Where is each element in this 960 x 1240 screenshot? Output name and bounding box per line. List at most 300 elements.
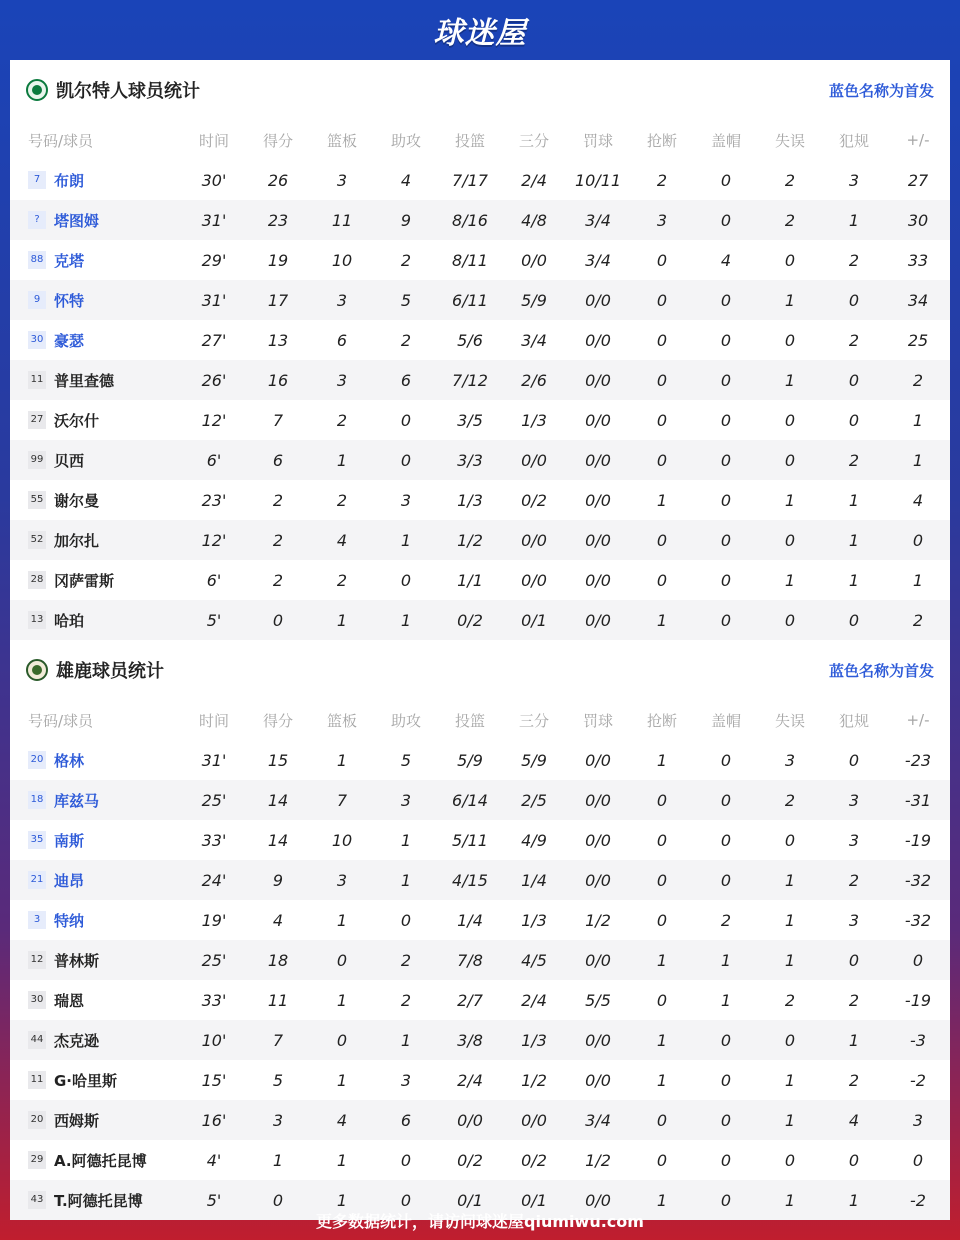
stat-cell: 30 bbox=[886, 200, 950, 240]
jersey-number: 29 bbox=[28, 1151, 46, 1169]
stat-cell: 1 bbox=[822, 1020, 886, 1060]
stat-cell: 0/0 bbox=[566, 520, 630, 560]
player-cell bbox=[10, 440, 182, 480]
stat-cell: 0/0 bbox=[566, 400, 630, 440]
stat-cell: 2/5 bbox=[502, 780, 566, 820]
stat-cell: 1 bbox=[630, 1060, 694, 1100]
table-row[interactable] bbox=[10, 240, 950, 280]
player-name[interactable]: 杰克逊 bbox=[54, 1031, 100, 1050]
stat-cell: 0 bbox=[630, 820, 694, 860]
table-row[interactable] bbox=[10, 560, 950, 600]
table-row[interactable] bbox=[10, 940, 950, 980]
stat-cell: -19 bbox=[886, 820, 950, 860]
player-cell bbox=[10, 1100, 182, 1140]
player-name[interactable]: T.阿德托昆博 bbox=[54, 1191, 143, 1210]
stat-cell: 6 bbox=[246, 440, 310, 480]
stat-cell: 12' bbox=[182, 400, 246, 440]
player-cell bbox=[10, 160, 182, 200]
stat-cell: 5' bbox=[182, 1180, 246, 1220]
table-row[interactable] bbox=[10, 860, 950, 900]
column-header: 罚球 bbox=[582, 711, 613, 730]
stat-cell: 3 bbox=[246, 1100, 310, 1140]
stat-cell: 31' bbox=[182, 200, 246, 240]
stat-cell: 3 bbox=[822, 160, 886, 200]
column-header: 失误 bbox=[774, 711, 805, 730]
stat-cell: 0 bbox=[886, 940, 950, 980]
stat-cell: 2 bbox=[246, 480, 310, 520]
stat-cell: 1 bbox=[822, 520, 886, 560]
jersey-number: 30 bbox=[28, 991, 46, 1009]
player-name[interactable]: 迪昂 bbox=[54, 871, 85, 890]
stat-cell: 1 bbox=[310, 1140, 374, 1180]
stat-cell: 16 bbox=[246, 360, 310, 400]
stat-cell: 1 bbox=[758, 1060, 822, 1100]
player-name[interactable]: 库兹马 bbox=[54, 791, 100, 810]
stat-cell: 0 bbox=[758, 600, 822, 640]
stat-cell: 3/4 bbox=[502, 320, 566, 360]
stat-cell: 5/9 bbox=[438, 740, 502, 780]
stat-cell: 1 bbox=[630, 1180, 694, 1220]
stat-cell: 9 bbox=[374, 200, 438, 240]
footer-banner[interactable] bbox=[0, 1200, 960, 1240]
jersey-number: 28 bbox=[28, 571, 46, 589]
column-header: 时间 bbox=[198, 131, 229, 150]
team-section-bucks bbox=[10, 640, 950, 1220]
stat-cell: 0 bbox=[246, 600, 310, 640]
stat-cell: 3/5 bbox=[438, 400, 502, 440]
player-name[interactable]: 布朗 bbox=[54, 171, 85, 190]
table-row[interactable] bbox=[10, 740, 950, 780]
jersey-number: 11 bbox=[28, 371, 46, 389]
player-name[interactable]: 西姆斯 bbox=[54, 1111, 100, 1130]
stat-cell: 3 bbox=[374, 1060, 438, 1100]
stat-cell: 0/0 bbox=[566, 280, 630, 320]
stat-cell: 7 bbox=[310, 780, 374, 820]
column-header: 助攻 bbox=[390, 711, 421, 730]
stat-cell: 0 bbox=[886, 520, 950, 560]
player-name[interactable]: 塔图姆 bbox=[54, 211, 100, 230]
stat-cell: 15 bbox=[246, 740, 310, 780]
column-header: 号码/球员 bbox=[28, 131, 94, 150]
stat-cell: 0/1 bbox=[502, 600, 566, 640]
stat-cell: 30' bbox=[182, 160, 246, 200]
stat-cell: 2/7 bbox=[438, 980, 502, 1020]
stat-cell: 2 bbox=[822, 860, 886, 900]
team-title: 凯尔特人球员统计 bbox=[56, 81, 200, 102]
stat-cell: 0 bbox=[694, 400, 758, 440]
column-header: 时间 bbox=[198, 711, 229, 730]
stat-cell: 2 bbox=[374, 240, 438, 280]
stat-cell: 0/0 bbox=[502, 520, 566, 560]
stat-cell: 1/4 bbox=[502, 860, 566, 900]
column-header: 投篮 bbox=[454, 711, 485, 730]
player-cell bbox=[10, 1140, 182, 1180]
stats-panel bbox=[10, 60, 950, 1210]
stat-cell: 7/12 bbox=[438, 360, 502, 400]
player-name[interactable]: A.阿德托昆博 bbox=[54, 1151, 147, 1170]
stat-cell: -32 bbox=[886, 900, 950, 940]
stat-cell: -2 bbox=[886, 1060, 950, 1100]
stat-cell: 7 bbox=[246, 400, 310, 440]
stat-cell: 0 bbox=[694, 780, 758, 820]
table-row[interactable] bbox=[10, 1100, 950, 1140]
jersey-number: 9 bbox=[28, 291, 46, 309]
stat-cell: 0/0 bbox=[566, 860, 630, 900]
column-header: 盖帽 bbox=[710, 711, 741, 730]
player-cell bbox=[10, 560, 182, 600]
stat-cell: 18 bbox=[246, 940, 310, 980]
column-header: 得分 bbox=[262, 131, 293, 150]
stat-cell: 0 bbox=[694, 480, 758, 520]
stat-cell: 14 bbox=[246, 820, 310, 860]
stat-cell: -19 bbox=[886, 980, 950, 1020]
table-row[interactable] bbox=[10, 600, 950, 640]
stat-cell: 1/4 bbox=[438, 900, 502, 940]
table-row[interactable] bbox=[10, 1140, 950, 1180]
stat-cell: 1 bbox=[758, 900, 822, 940]
stat-cell: 33' bbox=[182, 980, 246, 1020]
column-header: 犯规 bbox=[838, 131, 869, 150]
stat-cell: 0/2 bbox=[438, 1140, 502, 1180]
table-row[interactable] bbox=[10, 320, 950, 360]
player-cell bbox=[10, 980, 182, 1020]
stat-cell: 0/0 bbox=[566, 360, 630, 400]
stat-cell: 1 bbox=[310, 980, 374, 1020]
stat-cell: 1 bbox=[886, 440, 950, 480]
stat-cell: 0 bbox=[822, 740, 886, 780]
stat-cell: 2 bbox=[310, 560, 374, 600]
stat-cell: 1 bbox=[886, 400, 950, 440]
player-cell bbox=[10, 280, 182, 320]
jersey-number: 21 bbox=[28, 871, 46, 889]
stat-cell: 1 bbox=[310, 1180, 374, 1220]
player-name[interactable]: 特纳 bbox=[54, 911, 85, 930]
stat-cell: 0 bbox=[630, 360, 694, 400]
player-cell bbox=[10, 400, 182, 440]
stat-cell: 10/11 bbox=[566, 160, 630, 200]
stat-cell: 1 bbox=[694, 940, 758, 980]
table-row[interactable] bbox=[10, 160, 950, 200]
stat-cell: 1 bbox=[374, 860, 438, 900]
stat-cell: 0 bbox=[694, 600, 758, 640]
player-cell bbox=[10, 820, 182, 860]
stat-cell: 0/0 bbox=[438, 1100, 502, 1140]
stat-cell: 1 bbox=[758, 860, 822, 900]
stat-cell: 1 bbox=[630, 600, 694, 640]
jersey-number: 52 bbox=[28, 531, 46, 549]
stat-cell: 3/8 bbox=[438, 1020, 502, 1060]
player-cell bbox=[10, 360, 182, 400]
stat-cell: 2 bbox=[694, 900, 758, 940]
player-stats-table bbox=[10, 700, 950, 1220]
player-cell bbox=[10, 780, 182, 820]
player-name[interactable]: 冈萨雷斯 bbox=[54, 571, 115, 590]
stat-cell: 7/8 bbox=[438, 940, 502, 980]
stat-cell: 2/4 bbox=[438, 1060, 502, 1100]
stat-cell: 1/2 bbox=[502, 1060, 566, 1100]
column-header: 号码/球员 bbox=[28, 711, 94, 730]
stat-cell: 0 bbox=[758, 440, 822, 480]
player-name[interactable]: 瑞恩 bbox=[54, 991, 85, 1010]
stat-cell: 0 bbox=[822, 360, 886, 400]
jersey-number: 7 bbox=[28, 171, 46, 189]
stat-cell: -23 bbox=[886, 740, 950, 780]
stat-cell: 0/0 bbox=[502, 1100, 566, 1140]
stat-cell: 0 bbox=[822, 1140, 886, 1180]
jersey-number: 30 bbox=[28, 331, 46, 349]
stat-cell: 1 bbox=[310, 440, 374, 480]
stat-cell: 27' bbox=[182, 320, 246, 360]
stat-cell: 6/14 bbox=[438, 780, 502, 820]
stat-cell: 25' bbox=[182, 940, 246, 980]
stat-cell: 0 bbox=[694, 360, 758, 400]
stat-cell: -31 bbox=[886, 780, 950, 820]
stat-cell: 5 bbox=[374, 740, 438, 780]
table-row[interactable] bbox=[10, 520, 950, 560]
stat-cell: 5/6 bbox=[438, 320, 502, 360]
stat-cell: 26' bbox=[182, 360, 246, 400]
column-header: 抢断 bbox=[646, 711, 677, 730]
column-header: 盖帽 bbox=[710, 131, 741, 150]
stat-cell: 2 bbox=[822, 980, 886, 1020]
stat-cell: 10 bbox=[310, 820, 374, 860]
player-name[interactable]: 怀特 bbox=[54, 291, 85, 310]
stat-cell: 19' bbox=[182, 900, 246, 940]
stat-cell: 0 bbox=[886, 1140, 950, 1180]
player-name[interactable]: 克塔 bbox=[54, 251, 85, 270]
table-row[interactable] bbox=[10, 280, 950, 320]
stat-cell: 0 bbox=[694, 860, 758, 900]
stat-cell: 2 bbox=[374, 320, 438, 360]
stat-cell: 2 bbox=[374, 940, 438, 980]
stat-cell: 0/2 bbox=[438, 600, 502, 640]
stat-cell: 0/2 bbox=[502, 480, 566, 520]
stat-cell: 0 bbox=[374, 900, 438, 940]
player-cell bbox=[10, 940, 182, 980]
column-header: 助攻 bbox=[390, 131, 421, 150]
player-name[interactable]: 贝西 bbox=[54, 451, 85, 470]
table-header-row bbox=[10, 700, 950, 740]
table-row[interactable] bbox=[10, 1060, 950, 1100]
jersey-number: 11 bbox=[28, 1071, 46, 1089]
stat-cell: 1 bbox=[310, 1060, 374, 1100]
stat-cell: 9 bbox=[246, 860, 310, 900]
table-row[interactable] bbox=[10, 200, 950, 240]
stat-cell: 0/0 bbox=[566, 320, 630, 360]
stat-cell: 0 bbox=[630, 520, 694, 560]
table-row[interactable] bbox=[10, 980, 950, 1020]
table-row[interactable] bbox=[10, 480, 950, 520]
player-name[interactable]: 普林斯 bbox=[54, 951, 100, 970]
stat-cell: 0/0 bbox=[502, 440, 566, 480]
stat-cell: 2 bbox=[822, 1060, 886, 1100]
stat-cell: 1 bbox=[310, 740, 374, 780]
player-name[interactable]: 加尔扎 bbox=[54, 531, 100, 550]
stat-cell: 0/1 bbox=[438, 1180, 502, 1220]
stat-cell: 6' bbox=[182, 560, 246, 600]
stat-cell: 3 bbox=[886, 1100, 950, 1140]
team-title: 雄鹿球员统计 bbox=[56, 661, 164, 682]
stat-cell: 4/9 bbox=[502, 820, 566, 860]
player-name[interactable]: 格林 bbox=[54, 751, 85, 770]
column-header: 投篮 bbox=[454, 131, 485, 150]
stat-cell: 5 bbox=[246, 1060, 310, 1100]
player-cell bbox=[10, 520, 182, 560]
stat-cell: 0/0 bbox=[502, 240, 566, 280]
stat-cell: 0 bbox=[694, 1060, 758, 1100]
jersey-number: 3 bbox=[28, 911, 46, 929]
jersey-number: 20 bbox=[28, 751, 46, 769]
stat-cell: 5/9 bbox=[502, 740, 566, 780]
jersey-number: 88 bbox=[28, 251, 46, 269]
stat-cell: 0 bbox=[758, 320, 822, 360]
stat-cell: 2 bbox=[758, 980, 822, 1020]
stat-cell: 3 bbox=[310, 280, 374, 320]
stat-cell: 31' bbox=[182, 280, 246, 320]
stat-cell: 31' bbox=[182, 740, 246, 780]
stat-cell: 25' bbox=[182, 780, 246, 820]
stat-cell: 0 bbox=[694, 1180, 758, 1220]
stat-cell: 0 bbox=[374, 440, 438, 480]
column-header: 失误 bbox=[774, 131, 805, 150]
stat-cell: 0/0 bbox=[566, 940, 630, 980]
stat-cell: 23' bbox=[182, 480, 246, 520]
stat-cell: 1 bbox=[246, 1140, 310, 1180]
stat-cell: 1/2 bbox=[438, 520, 502, 560]
stat-cell: 0/0 bbox=[566, 820, 630, 860]
stat-cell: 0 bbox=[758, 240, 822, 280]
stat-cell: 3 bbox=[374, 480, 438, 520]
table-row[interactable] bbox=[10, 900, 950, 940]
stat-cell: 1 bbox=[822, 480, 886, 520]
stat-cell: 0 bbox=[630, 320, 694, 360]
stat-cell: 0 bbox=[694, 820, 758, 860]
table-row[interactable] bbox=[10, 780, 950, 820]
footer-text[interactable]: 更多数据统计，请访问球迷屋qiumiwu.com bbox=[316, 1211, 644, 1231]
column-header: +/- bbox=[906, 131, 930, 149]
stat-cell: -2 bbox=[886, 1180, 950, 1220]
stat-cell: 6 bbox=[374, 360, 438, 400]
stat-cell: 3 bbox=[630, 200, 694, 240]
player-stats-table bbox=[10, 120, 950, 640]
jersey-number: 13 bbox=[28, 611, 46, 629]
stat-cell: 1 bbox=[758, 560, 822, 600]
starter-legend: 蓝色名称为首发 bbox=[828, 661, 934, 680]
stat-cell: 1 bbox=[822, 1180, 886, 1220]
player-name[interactable]: 谢尔曼 bbox=[54, 491, 100, 510]
table-row[interactable] bbox=[10, 1020, 950, 1060]
player-name[interactable]: 沃尔什 bbox=[54, 411, 100, 430]
stat-cell: 26 bbox=[246, 160, 310, 200]
stat-cell: 0 bbox=[374, 560, 438, 600]
stat-cell: 2 bbox=[758, 780, 822, 820]
stat-cell: 3 bbox=[310, 360, 374, 400]
stat-cell: 6 bbox=[310, 320, 374, 360]
stat-cell: 2/4 bbox=[502, 160, 566, 200]
stat-cell: 0 bbox=[630, 400, 694, 440]
stat-cell: 1 bbox=[310, 600, 374, 640]
stat-cell: 0/0 bbox=[566, 1060, 630, 1100]
stat-cell: 0 bbox=[630, 980, 694, 1020]
table-row[interactable] bbox=[10, 400, 950, 440]
stat-cell: 16' bbox=[182, 1100, 246, 1140]
jersey-number: 99 bbox=[28, 451, 46, 469]
site-logo[interactable]: 球迷屋 bbox=[433, 16, 527, 51]
player-cell bbox=[10, 240, 182, 280]
stat-cell: 3 bbox=[310, 860, 374, 900]
stat-cell: 25 bbox=[886, 320, 950, 360]
stat-cell: 1 bbox=[630, 940, 694, 980]
player-name[interactable]: G·哈里斯 bbox=[54, 1071, 118, 1090]
stat-cell: 4 bbox=[886, 480, 950, 520]
stat-cell: 1 bbox=[758, 360, 822, 400]
player-name[interactable]: 哈珀 bbox=[54, 611, 85, 630]
stat-cell: 2/4 bbox=[502, 980, 566, 1020]
stat-cell: 0 bbox=[694, 320, 758, 360]
table-row[interactable] bbox=[10, 440, 950, 480]
stat-cell: 0/0 bbox=[566, 740, 630, 780]
jersey-number: ? bbox=[28, 211, 46, 229]
jersey-number: 18 bbox=[28, 791, 46, 809]
column-header: +/- bbox=[906, 711, 930, 729]
player-name[interactable]: 豪瑟 bbox=[54, 331, 85, 350]
stat-cell: 2 bbox=[886, 600, 950, 640]
stat-cell: 1 bbox=[758, 1100, 822, 1140]
stat-cell: 0 bbox=[630, 860, 694, 900]
stat-cell: 1 bbox=[630, 740, 694, 780]
column-header: 罚球 bbox=[582, 131, 613, 150]
stat-cell: 0 bbox=[694, 440, 758, 480]
stat-cell: 5 bbox=[374, 280, 438, 320]
stat-cell: 5/5 bbox=[566, 980, 630, 1020]
stat-cell: 4/5 bbox=[502, 940, 566, 980]
player-cell bbox=[10, 480, 182, 520]
player-name[interactable]: 普里查德 bbox=[54, 371, 115, 390]
stat-cell: 11 bbox=[246, 980, 310, 1020]
stat-cell: 7/17 bbox=[438, 160, 502, 200]
stat-cell: 4 bbox=[246, 900, 310, 940]
stat-cell: 1/3 bbox=[502, 1020, 566, 1060]
player-name[interactable]: 南斯 bbox=[54, 831, 85, 850]
stat-cell: 0/0 bbox=[566, 1180, 630, 1220]
stat-cell: 5' bbox=[182, 600, 246, 640]
team-section-celtics bbox=[10, 60, 950, 640]
stat-cell: 0 bbox=[694, 560, 758, 600]
stat-cell: 0/0 bbox=[566, 600, 630, 640]
table-row[interactable] bbox=[10, 360, 950, 400]
stat-cell: -32 bbox=[886, 860, 950, 900]
bucks-logo-icon bbox=[26, 659, 48, 681]
stat-cell: 4/8 bbox=[502, 200, 566, 240]
stat-cell: 0 bbox=[630, 560, 694, 600]
stat-cell: 2 bbox=[822, 440, 886, 480]
stat-cell: 4 bbox=[822, 1100, 886, 1140]
stat-cell: 1 bbox=[758, 940, 822, 980]
table-row[interactable] bbox=[10, 820, 950, 860]
stat-cell: 1 bbox=[374, 520, 438, 560]
stat-cell: 8/11 bbox=[438, 240, 502, 280]
stat-cell: 2 bbox=[758, 200, 822, 240]
stat-cell: 1/3 bbox=[502, 400, 566, 440]
column-header: 犯规 bbox=[838, 711, 869, 730]
stat-cell: 0 bbox=[310, 1020, 374, 1060]
stat-cell: 1 bbox=[758, 1180, 822, 1220]
column-header: 三分 bbox=[518, 711, 549, 730]
player-cell bbox=[10, 900, 182, 940]
stat-cell: 3/3 bbox=[438, 440, 502, 480]
stat-cell: 0 bbox=[630, 440, 694, 480]
stat-cell: 0 bbox=[758, 820, 822, 860]
